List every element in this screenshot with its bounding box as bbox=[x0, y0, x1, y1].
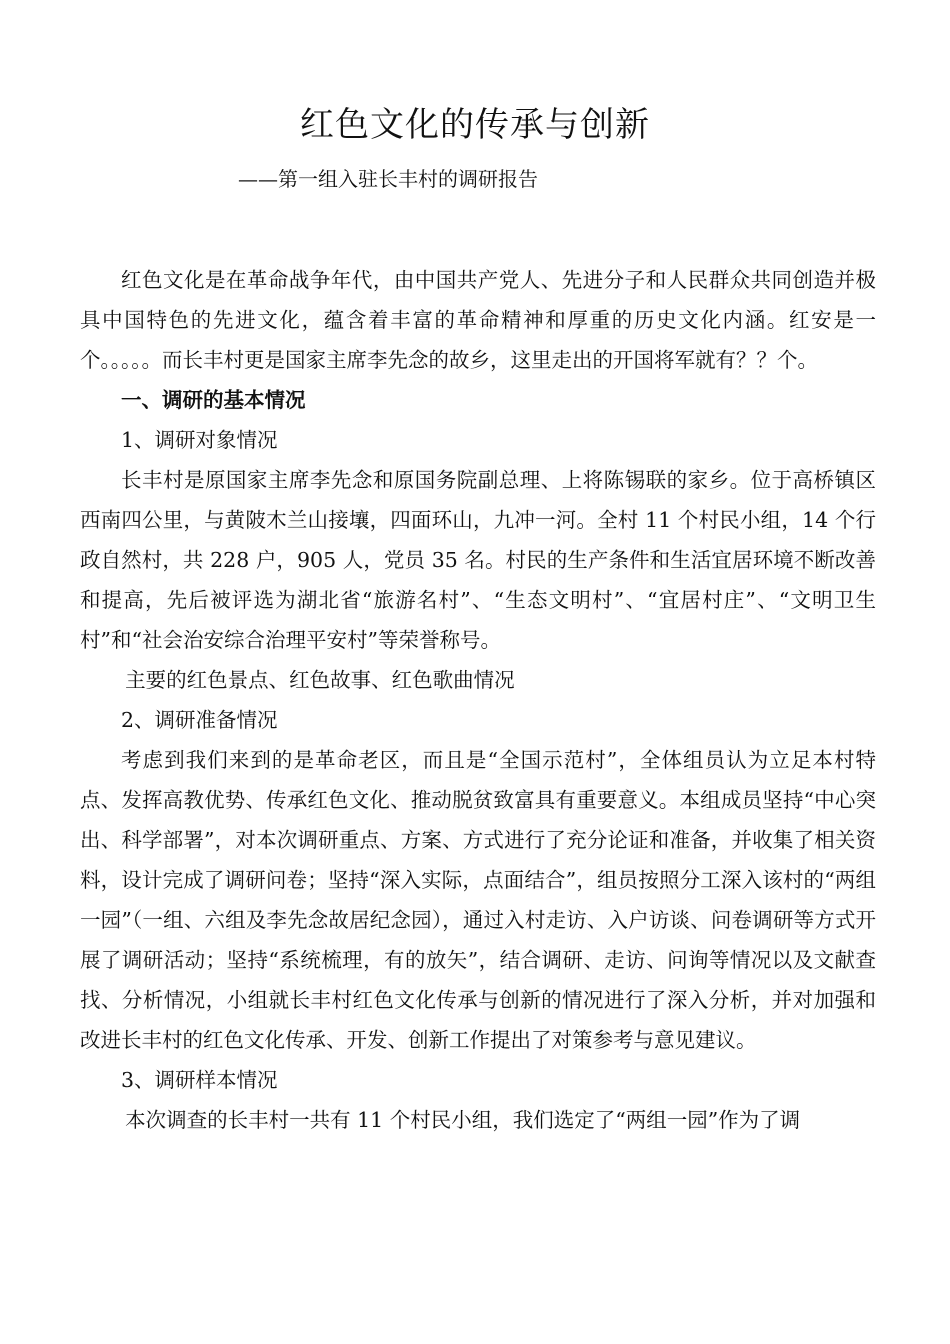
note-red-sites: 主要的红色景点、红色故事、红色歌曲情况 bbox=[125, 668, 515, 692]
paragraph-preparation: 考虑到我们来到的是革命老区，而且是“全国示范村”，全体组员认为立足本村特点、发挥高教优势、传承红色文化、推动脱贫致富具有重要意义。本组成员坚持“中心突出、科学部署”，对本次调研重点、方案、方式进行了充分论证和准备，并收集了相关资料，设计完成了调研问卷；坚持“深入实际，点面结合”，组员按照分工深入该村的“两组一园”（一组、六组及李先念故居纪念园），通过入村走访、入户访谈、问卷调研等方式开展了调研活动；坚持“系统梳理，有的放矢”，结合调研、走访、问询等情况以及文献查找、分析情况，小组就长丰村红色文化传承与创新的情况进行了深入分析，并对加强和改进长丰村的红色文化传承、开发、创新工作提出了对策参考与意见建议。 bbox=[80, 748, 876, 1052]
section-heading-basic-info: 一、调研的基本情况 bbox=[121, 388, 306, 412]
subheading-preparation: 2、调研准备情况 bbox=[121, 708, 278, 732]
document-body bbox=[80, 260, 876, 1140]
document-subtitle: ——第一组入驻长丰村的调研报告 bbox=[238, 167, 538, 191]
intro-paragraph: 红色文化是在革命战争年代，由中国共产党人、先进分子和人民群众共同创造并极具中国特色的先进文化，蕴含着丰富的革命精神和厚重的历史文化内涵。红安是一个。。。。。而长丰村更是国家主席李先念的故乡，这里走出的开国将军就有？？个。 bbox=[80, 268, 876, 372]
subheading-sample: 3、调研样本情况 bbox=[121, 1068, 278, 1092]
document-title: 红色文化的传承与创新 bbox=[300, 105, 650, 145]
paragraph-research-object: 长丰村是原国家主席李先念和原国务院副总理、上将陈锡联的家乡。位于高桥镇区西南四公里，与黄陂木兰山接壤，四面环山，九冲一河。全村 11 个村民小组，14 个行政自然村，共 228 户，905 人，党员 35 名。村民的生产条件和生活宜居环境不断改善和提高，先后被评选为湖北省“旅游名村”、“生态文明村”、“宜居村庄”、“文明卫生村”和“社会治安综合治理平安村”等荣誉称号。 bbox=[80, 468, 876, 652]
subheading-research-object: 1、调研对象情况 bbox=[121, 428, 278, 452]
paragraph-sample: 本次调查的长丰村一共有 11 个村民小组，我们选定了“两组一园”作为了调 bbox=[125, 1108, 801, 1132]
